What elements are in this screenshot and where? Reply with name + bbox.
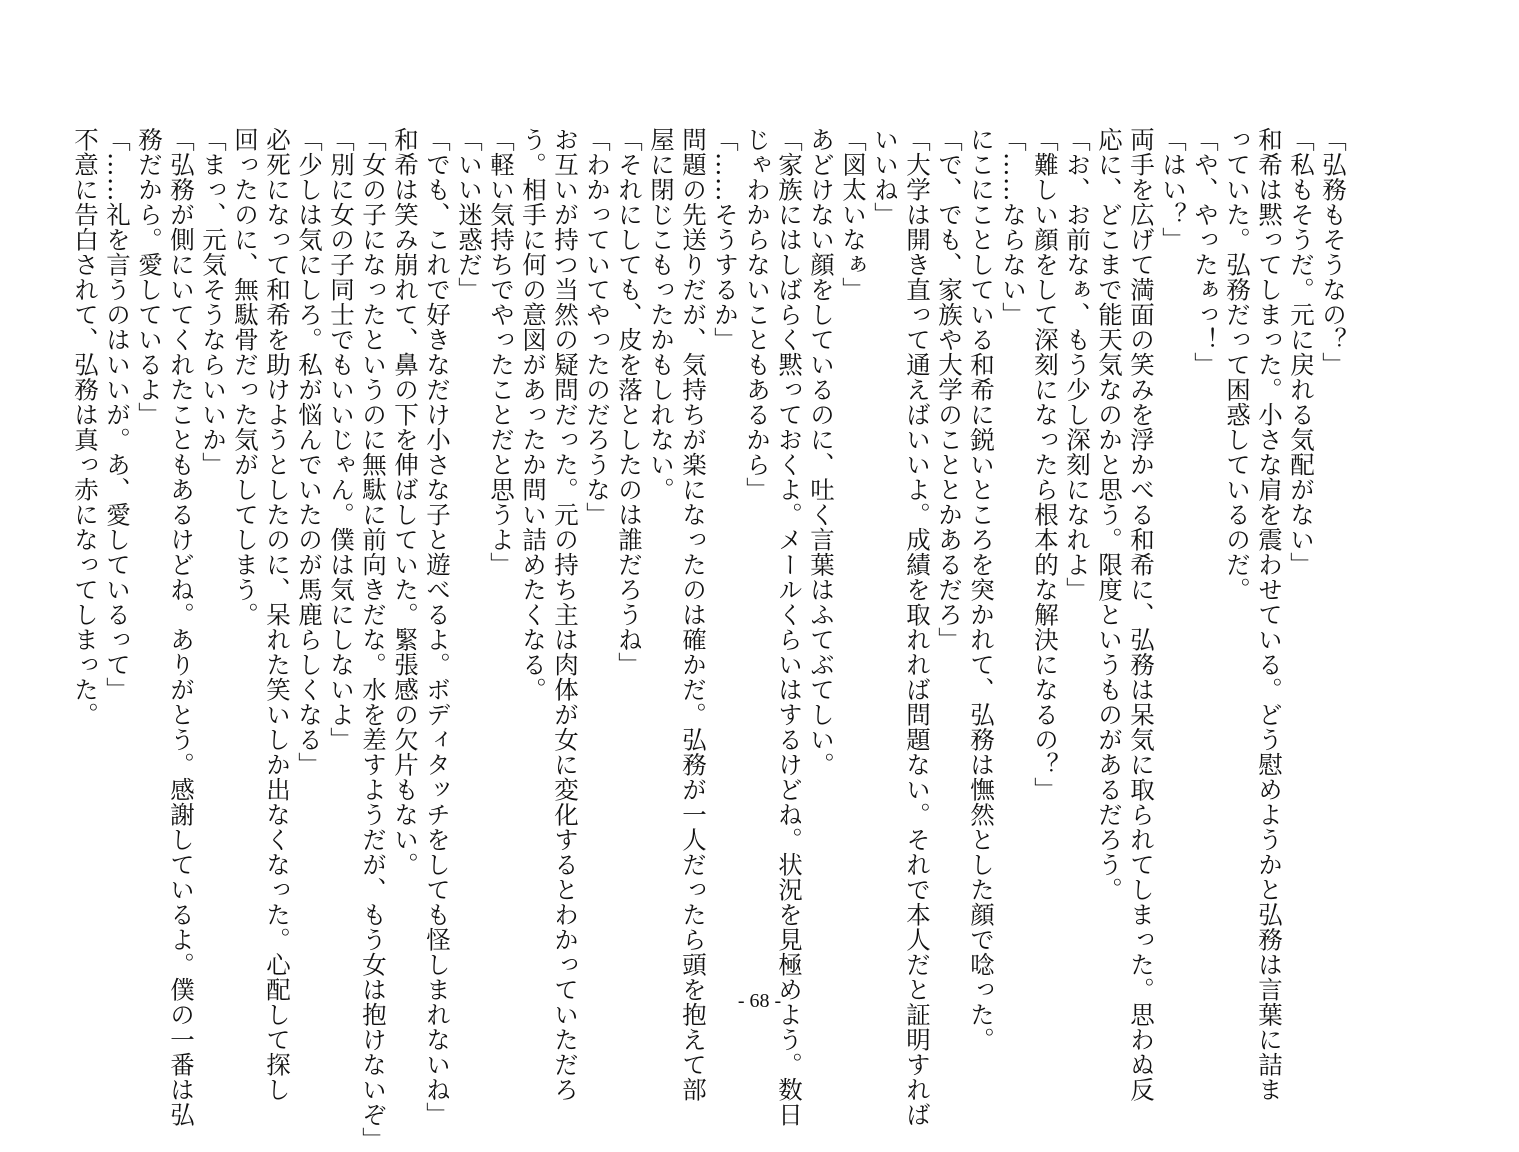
text-line: 「や、やったぁっ！」	[1191, 127, 1220, 377]
text-line: 「お、お前なぁ、もう少し深刻になれよ」	[1063, 127, 1092, 602]
text-line: 「大学は開き直って通えばいいよ。成績を取れれば問題ない。それで本人だと証明すれば	[903, 127, 932, 1127]
text-line: 務だから。愛しているよ」	[135, 127, 164, 427]
text-line: 「難しい顔をして深刻になったら根本的な解決になるの？」	[1031, 127, 1060, 802]
text-line: 「弘務が側にいてくれたこともあるけどね。ありがとう。感謝しているよ。僕の一番は弘	[167, 127, 196, 1127]
text-line: 不意に告白されて、弘務は真っ赤になってしまった。	[71, 127, 100, 727]
text-line: 「女の子になったというのに無駄に前向きだな。水を差すようだが、もう女は抱けないぞ」	[359, 127, 388, 1152]
text-line: 屋に閉じこもったかもしれない。	[647, 127, 676, 502]
text-line: 「……礼を言うのはいいが。あ、愛しているって」	[103, 127, 132, 702]
text-line: 「別に女の子同士でもいいじゃん。僕は気にしないよ」	[327, 127, 356, 752]
text-line: 必死になって和希を助けようとしたのに、呆れた笑いしか出なくなった。心配して探し	[263, 127, 292, 1102]
text-line: あどけない顔をしているのに、吐く言葉はふてぶてしい。	[807, 127, 836, 777]
text-line: 「わかっていてやったのだろうな」	[583, 127, 612, 527]
text-line: じゃわからないこともあるから」	[743, 127, 772, 502]
text-line: 応に、どこまで能天気なのかと思う。限度というものがあるだろう。	[1095, 127, 1124, 902]
text-line: 「で、でも、家族や大学のこととかあるだろ」	[935, 127, 964, 652]
text-line: 「いい迷惑だ」	[455, 127, 484, 302]
text-line: 「それにしても、皮を落としたのは誰だろうね」	[615, 127, 644, 677]
text-line: 「……そうするか」	[711, 127, 740, 352]
text-line: う。相手に何の意図があったか問い詰めたくなる。	[519, 127, 548, 702]
text-line: 「……ならない」	[999, 127, 1028, 327]
text-line: っていた。弘務だって困惑しているのだ。	[1223, 127, 1252, 602]
page-number: - 68 -	[737, 990, 782, 1012]
text-line: 和希は黙ってしまった。小さな肩を震わせている。どう慰めようかと弘務は言葉に詰ま	[1255, 127, 1284, 1102]
text-line: 「図太いなぁ」	[839, 127, 868, 302]
text-line: いいね」	[871, 127, 900, 227]
text-line: 「まっ、元気そうならいいか」	[199, 127, 228, 477]
text-line: 「少しは気にしろ。私が悩んでいたのが馬鹿らしくなる」	[295, 127, 324, 777]
text-line: 和希は笑み崩れて、鼻の下を伸ばしていた。緊張感の欠片もない。	[391, 127, 420, 877]
text-line: 両手を広げて満面の笑みを浮かべる和希に、弘務は呆気に取られてしまった。思わぬ反	[1127, 127, 1156, 1102]
text-line: 問題の先送りだが、気持ちが楽になったのは確かだ。弘務が一人だったら頭を抱えて部	[679, 127, 708, 1102]
text-line: 「家族にはしばらく黙っておくよ。メールくらいはするけどね。状況を見極めよう。数日	[775, 127, 804, 1127]
text-line: にこにことしている和希に鋭いところを突かれて、弘務は憮然とした顔で唸った。	[967, 127, 996, 1052]
text-line: 「弘務もそうなの？」	[1319, 127, 1348, 377]
text-line: お互いが持つ当然の疑問だった。元の持ち主は肉体が女に変化するとわかっていただろ	[551, 127, 580, 1102]
text-line: 「私もそうだ。元に戻れる気配がない」	[1287, 127, 1316, 577]
text-line: 「でも、これで好きなだけ小さな子と遊べるよ。ボディタッチをしても怪しまれないね」	[423, 127, 452, 1127]
text-line: 「軽い気持ちでやったことだと思うよ」	[487, 127, 516, 577]
text-line: 「はい？」	[1159, 127, 1188, 252]
text-line: 回ったのに、無駄骨だった気がしてしまう。	[231, 127, 260, 627]
